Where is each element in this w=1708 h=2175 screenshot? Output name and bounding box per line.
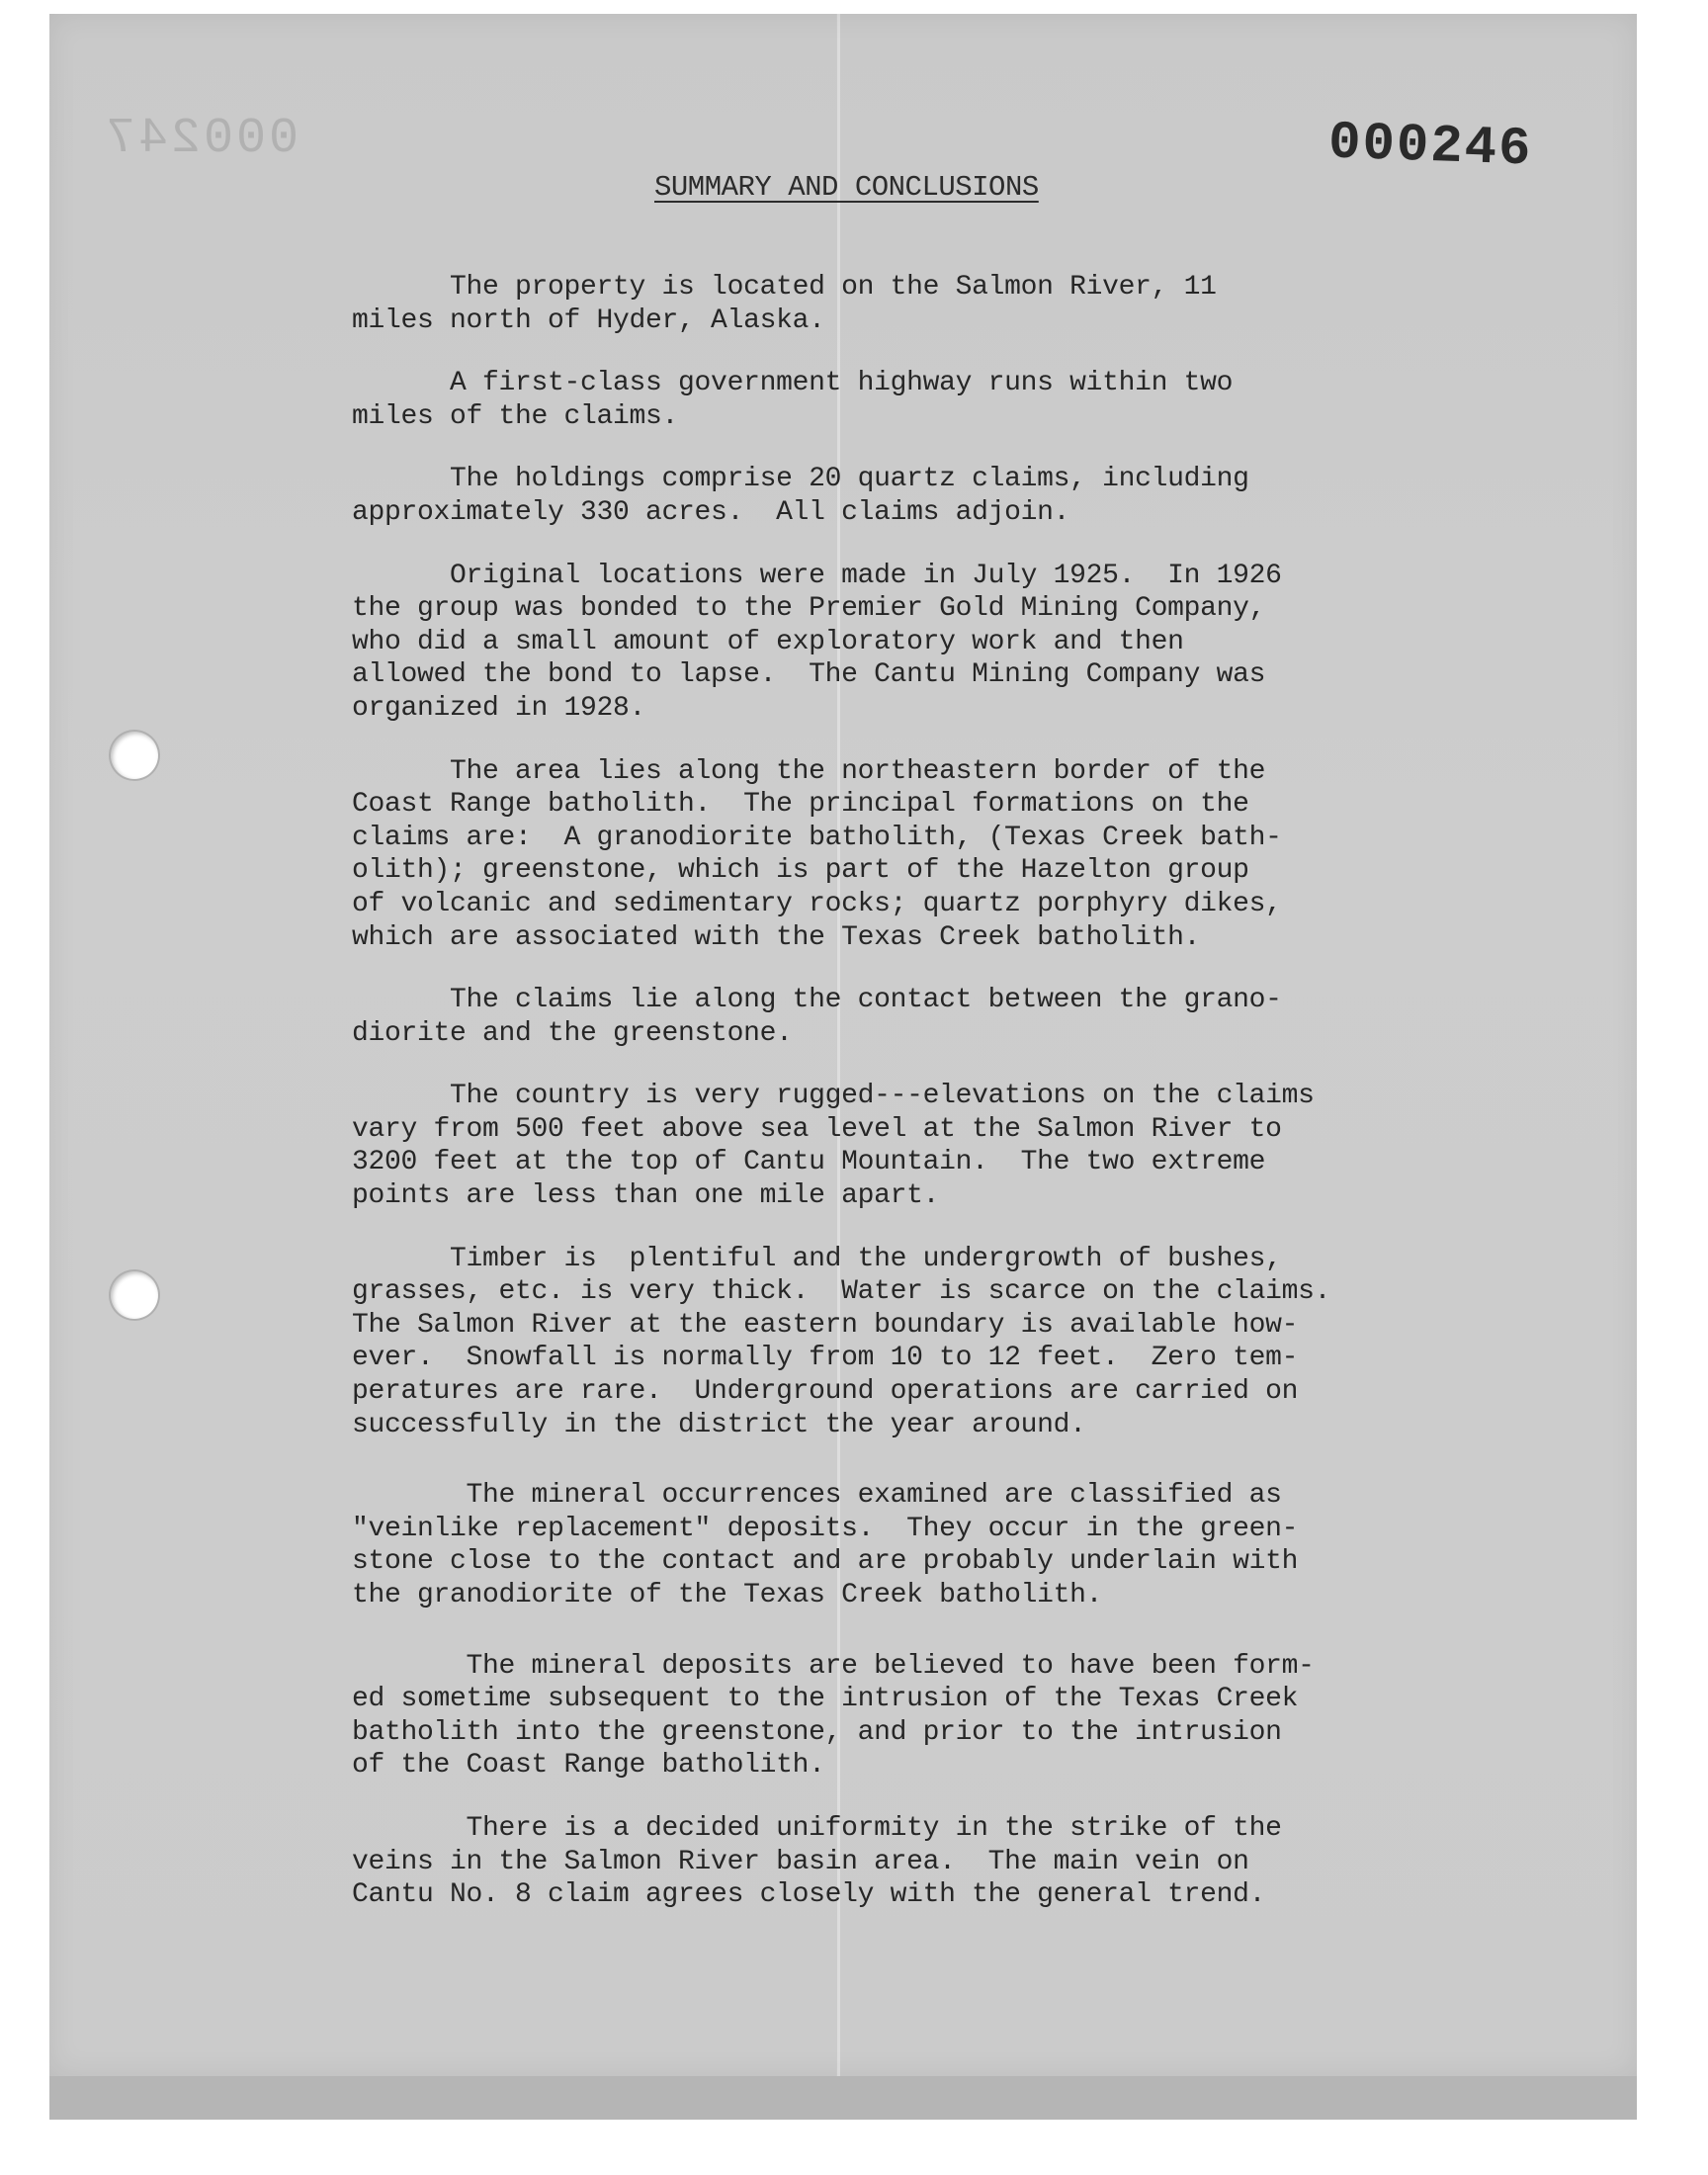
paragraph-history: Original locations were made in July 1925. In 1926 the group was bonded to the Premier Gold Mining Company, who did a small amount of exploratory work and then allowed the bond to lapse. The Cantu Mining Company was organized in 1928. [352, 560, 1282, 724]
paragraph-terrain: The country is very rugged---elevations on the claims vary from 500 feet above sea level at the Salmon River to 3200 feet at the top of Cantu Mountain. The two extreme points are less than one mile apart. [352, 1081, 1315, 1212]
punch-hole-lower [111, 1271, 158, 1319]
paragraph-location: The property is located on the Salmon River, 11 miles north of Hyder, Alaska. [352, 272, 1217, 336]
paragraph-holdings: The holdings comprise 20 quartz claims, including approximately 330 acres. All claims adjoin. [352, 464, 1249, 528]
document-title: SUMMARY AND CONCLUSIONS [654, 171, 1039, 204]
paragraph-geology: The area lies along the northeastern border of the Coast Range batholith. The principal formations on the claims are: A granodiorite batholith, (Texas Creek bath- olith); greenstone, which is part of the Hazelton group of volcanic and sedimentary rocks; quartz porphyry dikes, which are associated with the Texas Creek batholith. [352, 755, 1282, 953]
paragraph-highway: A first-class government highway runs within two miles of the claims. [352, 368, 1234, 432]
page-number-stamp: 000246 [1326, 113, 1534, 181]
page-edge-bottom [49, 2076, 1637, 2120]
punch-hole-upper [111, 732, 158, 779]
paragraph-vein-strike: There is a decided uniformity in the strike of the veins in the Salmon River basin area. The main vein on Cantu No. 8 claim agrees closely with the general trend. [352, 1812, 1282, 1911]
paragraph-contact: The claims lie along the contact between the grano- diorite and the greenstone. [352, 985, 1282, 1049]
bleed-through-number: 000247 [103, 111, 299, 167]
paragraph-mineral-occurrences: The mineral occurrences examined are classified as "veinlike replacement" deposits. They occur in the green- stone close to the contact and are probably underlain with the granodiorite of the Texas Creek batholith. [352, 1480, 1299, 1610]
paragraph-mineral-deposits: The mineral deposits are believed to have been form- ed sometime subsequent to the intrusion of the Texas Creek batholith into the greenstone, and prior to the intrusion of the Coast Range batholith. [352, 1650, 1315, 1782]
paragraph-climate: Timber is plentiful and the undergrowth of bushes, grasses, etc. is very thick. Water is scarce on the claims. The Salmon River at the eastern boundary is available how- ever. Snowfall is normally from 10 to 12 feet. Zero tem- peratures are rare. Underground operations are carried on successfully in the district the year around. [352, 1243, 1331, 1440]
document-body [352, 271, 1360, 1912]
